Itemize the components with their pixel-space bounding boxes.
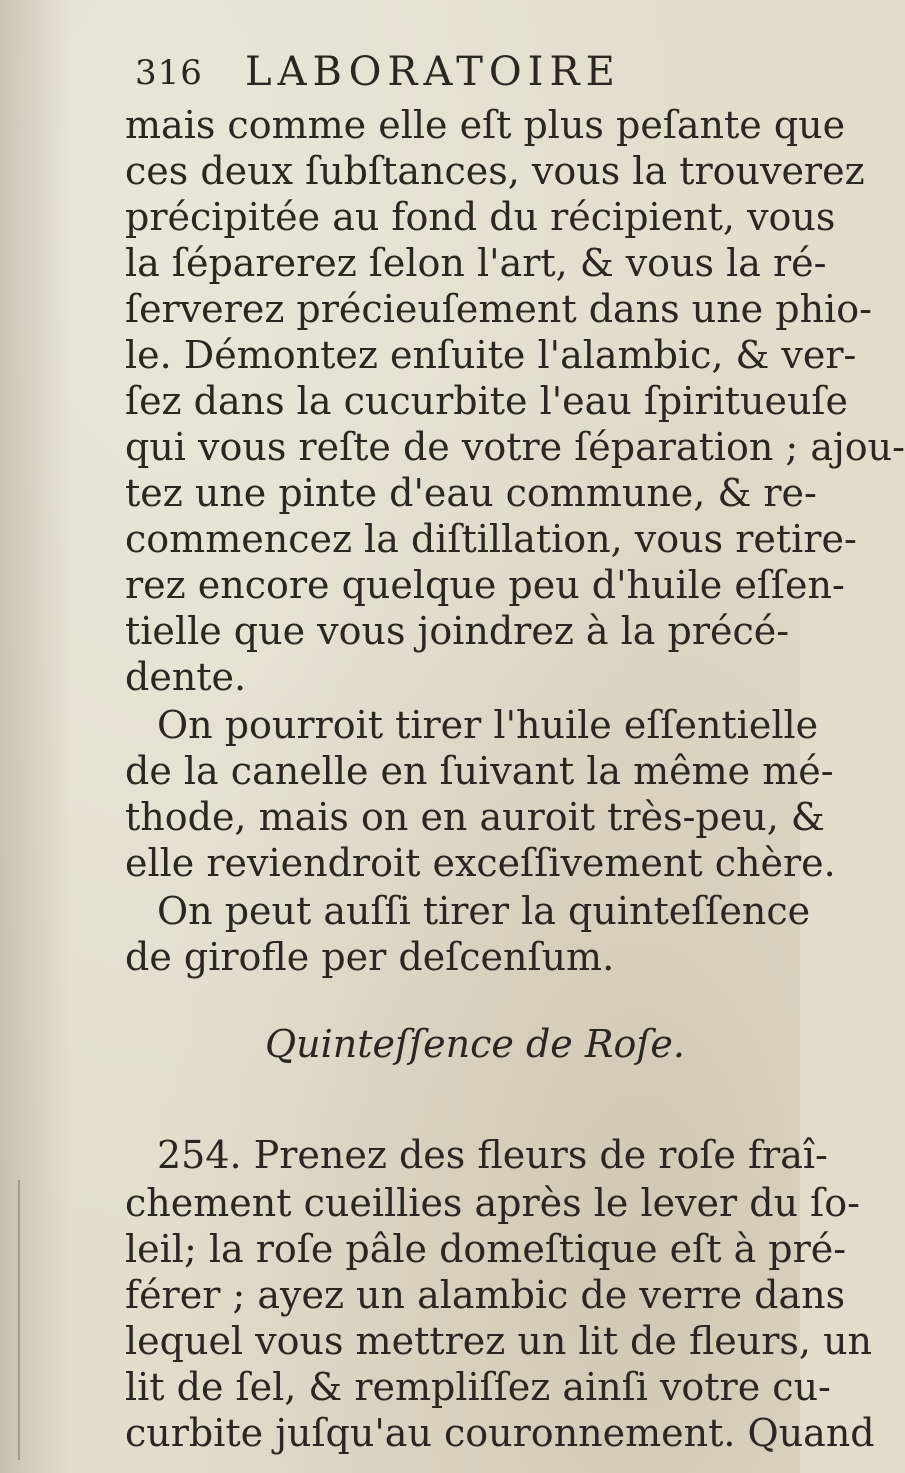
- text-line: commencez la diſtillation, vous retire-: [125, 517, 857, 561]
- text-line: lit de ſel, & rempliſſez ainſi votre cu-: [125, 1365, 831, 1409]
- text-line: thode, mais on en auroit très-peu, &: [125, 795, 825, 839]
- paragraph-start-line: On peut auſſi tirer la quinteſſence: [157, 889, 811, 933]
- text-line: précipitée au fond du récipient, vous: [125, 195, 836, 239]
- text-line: ſez dans la cucurbite l'eau ſpiritueuſe: [125, 379, 848, 423]
- text-line: tielle que vous joindrez à la précé-: [125, 609, 790, 653]
- text-line: qui vous reſte de votre ſéparation ; ajou-: [125, 425, 905, 469]
- text-line: tez une pinte d'eau commune, & re-: [125, 471, 817, 515]
- section-heading: Quinteſſence de Roſe.: [265, 1022, 685, 1066]
- paragraph-start-line: 254. Prenez des fleurs de roſe fraî-: [157, 1133, 828, 1177]
- page-edge-mark: [18, 1180, 20, 1460]
- text-line: de girofle per deſcenſum.: [125, 935, 615, 979]
- text-line: dente.: [125, 655, 247, 699]
- text-line: curbite juſqu'au couronnement. Quand: [125, 1411, 875, 1455]
- text-line: la ſéparerez ſelon l'art, & vous la ré-: [125, 241, 827, 285]
- text-line: férer ; ayez un alambic de verre dans: [125, 1273, 846, 1317]
- text-line: mais comme elle eſt plus peſante que: [125, 103, 846, 147]
- text-line: elle reviendroit exceſſivement chère.: [125, 841, 836, 885]
- text-line: chement cueillies après le lever du ſo-: [125, 1181, 860, 1225]
- paragraph-start-line: On pourroit tirer l'huile eſſentielle: [157, 703, 819, 747]
- running-title: LABORATOIRE: [245, 49, 621, 95]
- text-line: leil; la roſe pâle domeſtique eſt à pré-: [125, 1227, 847, 1271]
- text-line: ſerverez précieuſement dans une phio-: [125, 287, 872, 331]
- text-line: ces deux ſubſtances, vous la trouverez: [125, 149, 865, 193]
- binding-shadow: [0, 0, 70, 1473]
- page-number: 316: [135, 53, 203, 93]
- text-line: lequel vous mettrez un lit de fleurs, un: [125, 1319, 873, 1363]
- page-header: [135, 45, 695, 105]
- text-line: le. Démontez enſuite l'alambic, & ver-: [125, 333, 857, 377]
- text-line: rez encore quelque peu d'huile eſſen-: [125, 563, 845, 607]
- text-line: de la canelle en ſuivant la même mé-: [125, 749, 834, 793]
